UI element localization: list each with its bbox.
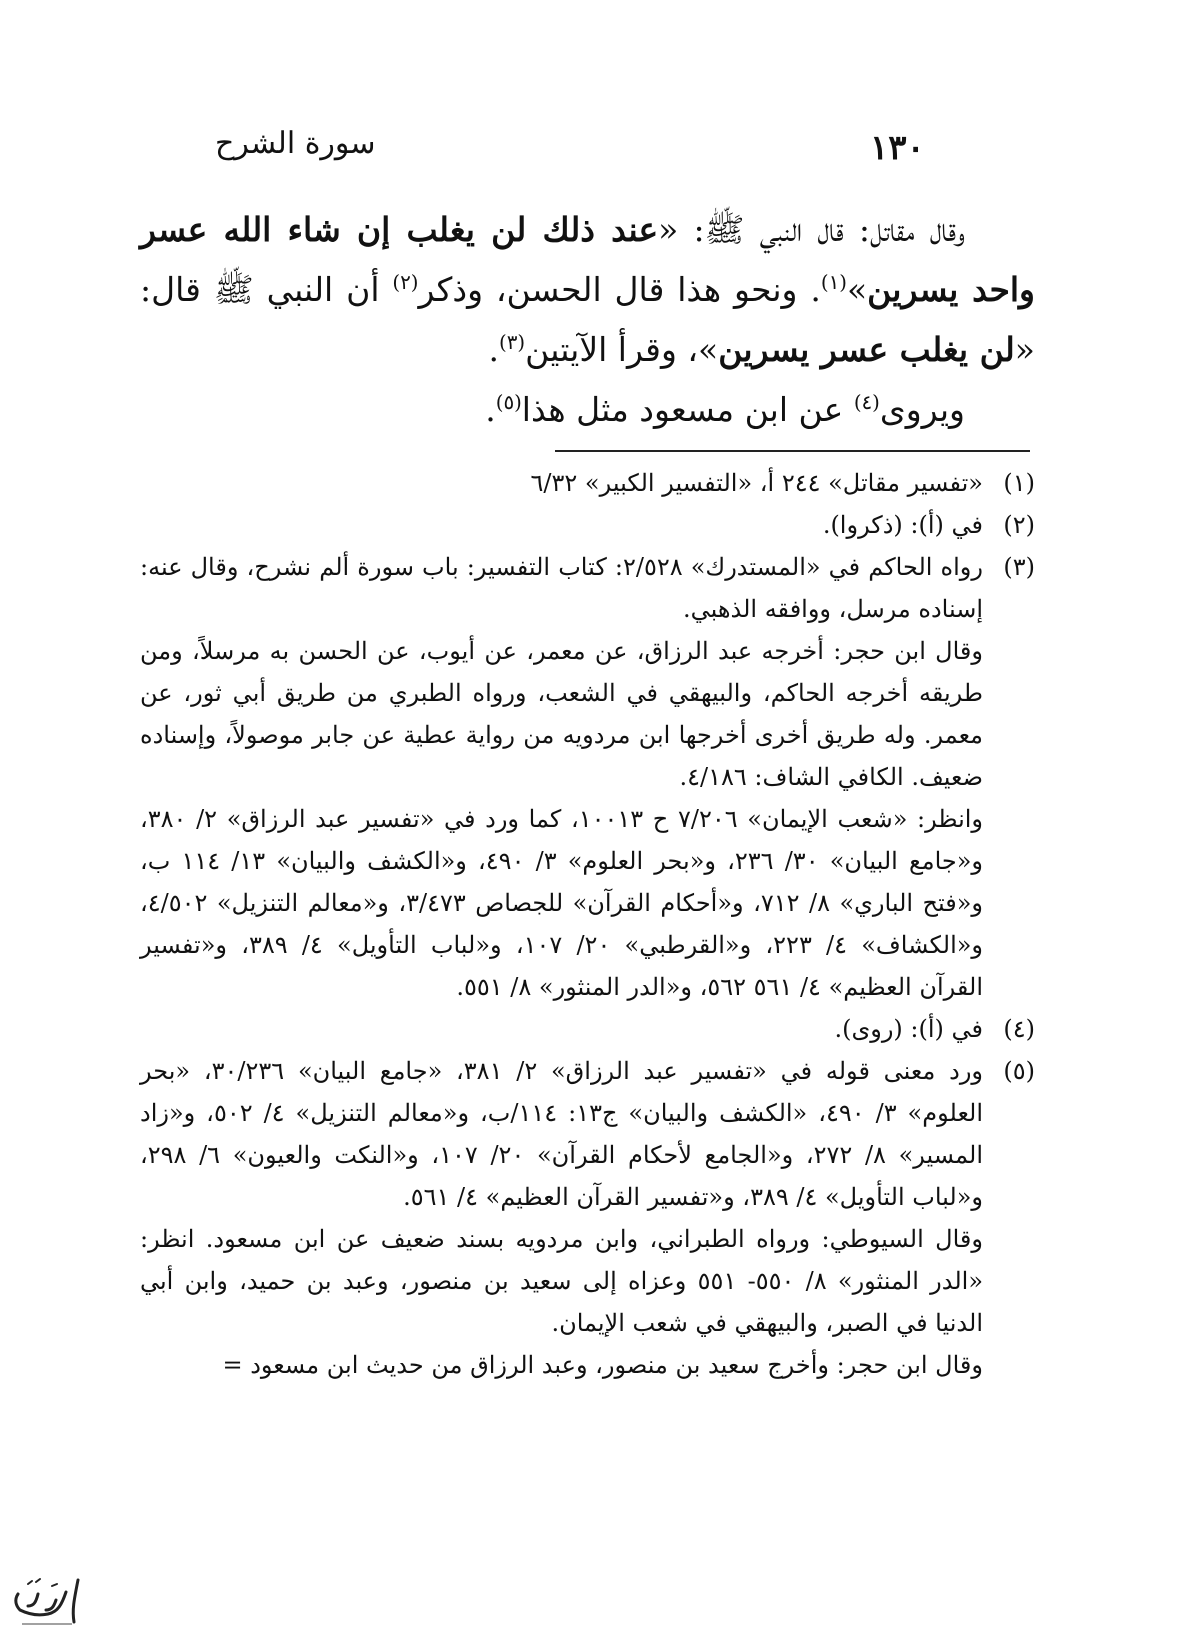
footnote-number: (٥) [1003, 1057, 1035, 1085]
text-run: . [488, 330, 500, 369]
footnote-text: رواه الحاكم في «المستدرك» ٢/٥٢٨: كتاب التفسير: باب سورة ألم نشرح، وقال عنه: إسناده مرسل، ووافقه الذهبي. [140, 553, 983, 623]
text-run: أن النبي ﷺ قال: « [140, 270, 1035, 369]
footnote-number: (٢) [1003, 511, 1035, 539]
footnote-text: في (أ): (ذكروا). [822, 511, 983, 539]
text-run: » [846, 270, 868, 309]
footnote-5 [140, 1050, 1035, 1218]
text-run: ويروى [879, 390, 965, 429]
text-run: . [485, 390, 496, 429]
footnote-ref-4: (٤) [853, 391, 880, 414]
footnote-5-continuation: وقال السيوطي: ورواه الطبراني، وابن مردويه بسند ضعيف عن ابن مسعود. انظر: «الدر المنثور» ٨/ ٥٥٠- ٥٥١ وعزاه إلى سعيد بن منصور، وعبد بن حميد، وابن أبي الدنيا في الصبر، والبيهقي في شعب الإيمان. [140, 1225, 984, 1337]
footnote-text: ورد معنى قوله في «تفسير عبد الرزاق» ٢/ ٣٨١، «جامع البيان» ٣٠/٢٣٦، «بحر العلوم» ٣/ ٤٩٠، «الكشف والبيان» ج١٣: ١١٤/ب، و«معالم التنزيل» ٤/ ٥٠٢، و«زاد المسير» ٨/ ٢٧٢، و«الجامع لأحكام القرآن» ٢٠/ ١٠٧، و«النكت والعيون» ٦/ ٢٩٨، و«لباب التأويل» ٤/ ٣٨٩، و«تفسير القرآن العظيم» ٤/ ٥٦١. [140, 1057, 984, 1211]
calligraphy-logo [8, 1570, 84, 1634]
footnote-ref-1: (١) [820, 271, 847, 294]
footnote-number: (١) [1003, 469, 1035, 497]
text-run: . ونحو هذا قال الحسن، وذكر [418, 270, 821, 309]
text-run: وقال مقاتل: قال النبي ﷺ: « [658, 210, 965, 249]
hadith-quote-1: عند ذلك لن يغلب إن شاء الله عسر واحد يسرين [140, 210, 1035, 309]
footnote-number: (٤) [1003, 1015, 1035, 1043]
paragraph-1 [140, 200, 1035, 380]
hadith-quote-2: لن يغلب عسر يسرين [718, 330, 1015, 369]
footnote-1 [140, 462, 1035, 504]
main-text [140, 200, 1035, 440]
footnote-ref-2: (٢) [392, 271, 419, 294]
footnote-ref-5: (٥) [495, 391, 522, 414]
footnote-5-continuation: وقال ابن حجر: وأخرج سعيد بن منصور، وعبد الرزاق من حديث ابن مسعود = [222, 1351, 983, 1379]
footnote-ref-3: (٣) [499, 331, 526, 354]
footnote-text: في (أ): (روى). [834, 1015, 983, 1043]
page-number: ١٣٠ [870, 128, 925, 168]
footnote-text: «تفسير مقاتل» ٢٤٤ أ، «التفسير الكبير» ٦/٣٢ [530, 469, 983, 497]
footnote-3 [140, 546, 1035, 630]
text-run: »، وقرأ الآيتين [525, 330, 719, 369]
footnote-number: (٣) [1003, 553, 1035, 581]
running-title: سورة الشرح [215, 126, 376, 161]
footnote-3-continuation: وانظر: «شعب الإيمان» ٧/٢٠٦ ح ١٠٠١٣، كما ورد في «تفسير عبد الرزاق» ٢/ ٣٨٠، و«جامع البيان» ٣٠/ ٢٣٦، و«بحر العلوم» ٣/ ٤٩٠، و«الكشف والبيان» ١٣/ ١١٤ ب، و«فتح الباري» ٨/ ٧١٢، و«أحكام القرآن» للجصاص ٣/٤٧٣، و«معالم التنزيل» ٤/٥٠٢، و«الكشاف» ٤/ ٢٢٣، و«القرطبي» ٢٠/ ١٠٧، و«لباب التأويل» ٤/ ٣٨٩، و«تفسير القرآن العظيم» ٤/ ٥٦١ ٥٦٢، و«الدر المنثور» ٨/ ٥٥١. [140, 805, 984, 1001]
footnote-3-continuation: وقال ابن حجر: أخرجه عبد الرزاق، عن معمر، عن أيوب، عن الحسن به مرسلاً، ومن طريقه أخرجه الحاكم، والبيهقي في الشعب، ورواه الطبري من طريق أبي ثور، عن معمر. وله طريق أخرى أخرجها ابن مردويه من رواية عطية عن جابر موصولاً، وإسناده ضعيف. الكافي الشاف: ٤/١٨٦. [140, 637, 983, 791]
footnote-separator [555, 450, 1030, 452]
text-run: عن ابن مسعود مثل هذا [521, 390, 854, 429]
paragraph-2 [140, 380, 1035, 440]
footnote-2 [140, 504, 1035, 546]
footnote-4 [140, 1008, 1035, 1050]
footnotes [140, 462, 1035, 1386]
